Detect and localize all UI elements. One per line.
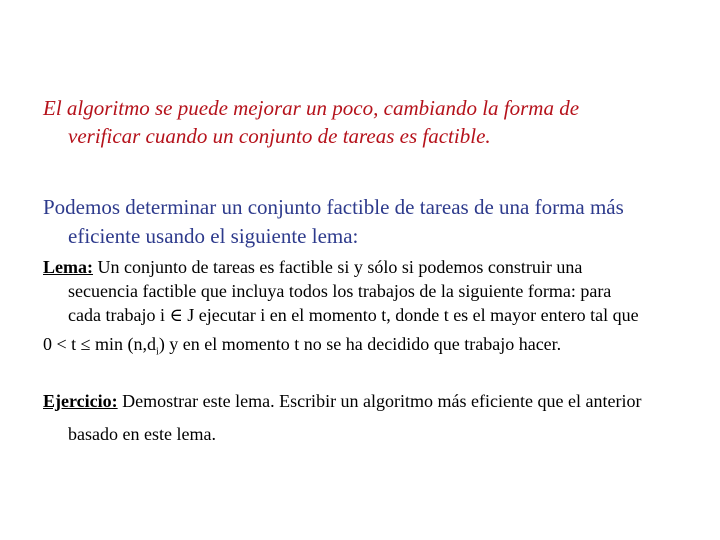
lemma-text-4b: ) y en el momento t no se ha decidido que trabajo hacer.	[158, 334, 562, 354]
lemma-line-1	[43, 257, 582, 278]
statement-line-1: Podemos determinar un conjunto factible de tareas de una forma más	[43, 195, 624, 219]
lemma-text-4a: 0 < t ≤ min (n,d	[43, 334, 157, 354]
lemma-text-1: Un conjunto de tareas es factible si y sólo si podemos construir una	[92, 257, 583, 277]
lemma-label: Lema:	[43, 257, 93, 277]
exercise-label: Ejercicio:	[43, 391, 118, 411]
intro-line-2: verificar cuando un conjunto de tareas es factible.	[68, 124, 491, 148]
lemma-subscript: i	[156, 346, 159, 358]
exercise-line-1	[43, 391, 641, 412]
intro-line-1: El algoritmo se puede mejorar un poco, cambiando la forma de	[43, 96, 580, 120]
lemma-line-2: secuencia factible que incluya todos los trabajos de la siguiente forma: para	[68, 281, 612, 301]
lemma-line-4	[43, 334, 561, 358]
lemma-line-3: cada trabajo i ∈ J ejecutar i en el momento t, donde t es el mayor entero tal que	[68, 305, 639, 325]
exercise-text-1: Demostrar este lema. Escribir un algoritmo más eficiente que el anterior	[117, 391, 642, 411]
statement-line-2: eficiente usando el siguiente lema:	[68, 224, 359, 248]
exercise-line-2: basado en este lema.	[68, 424, 216, 444]
